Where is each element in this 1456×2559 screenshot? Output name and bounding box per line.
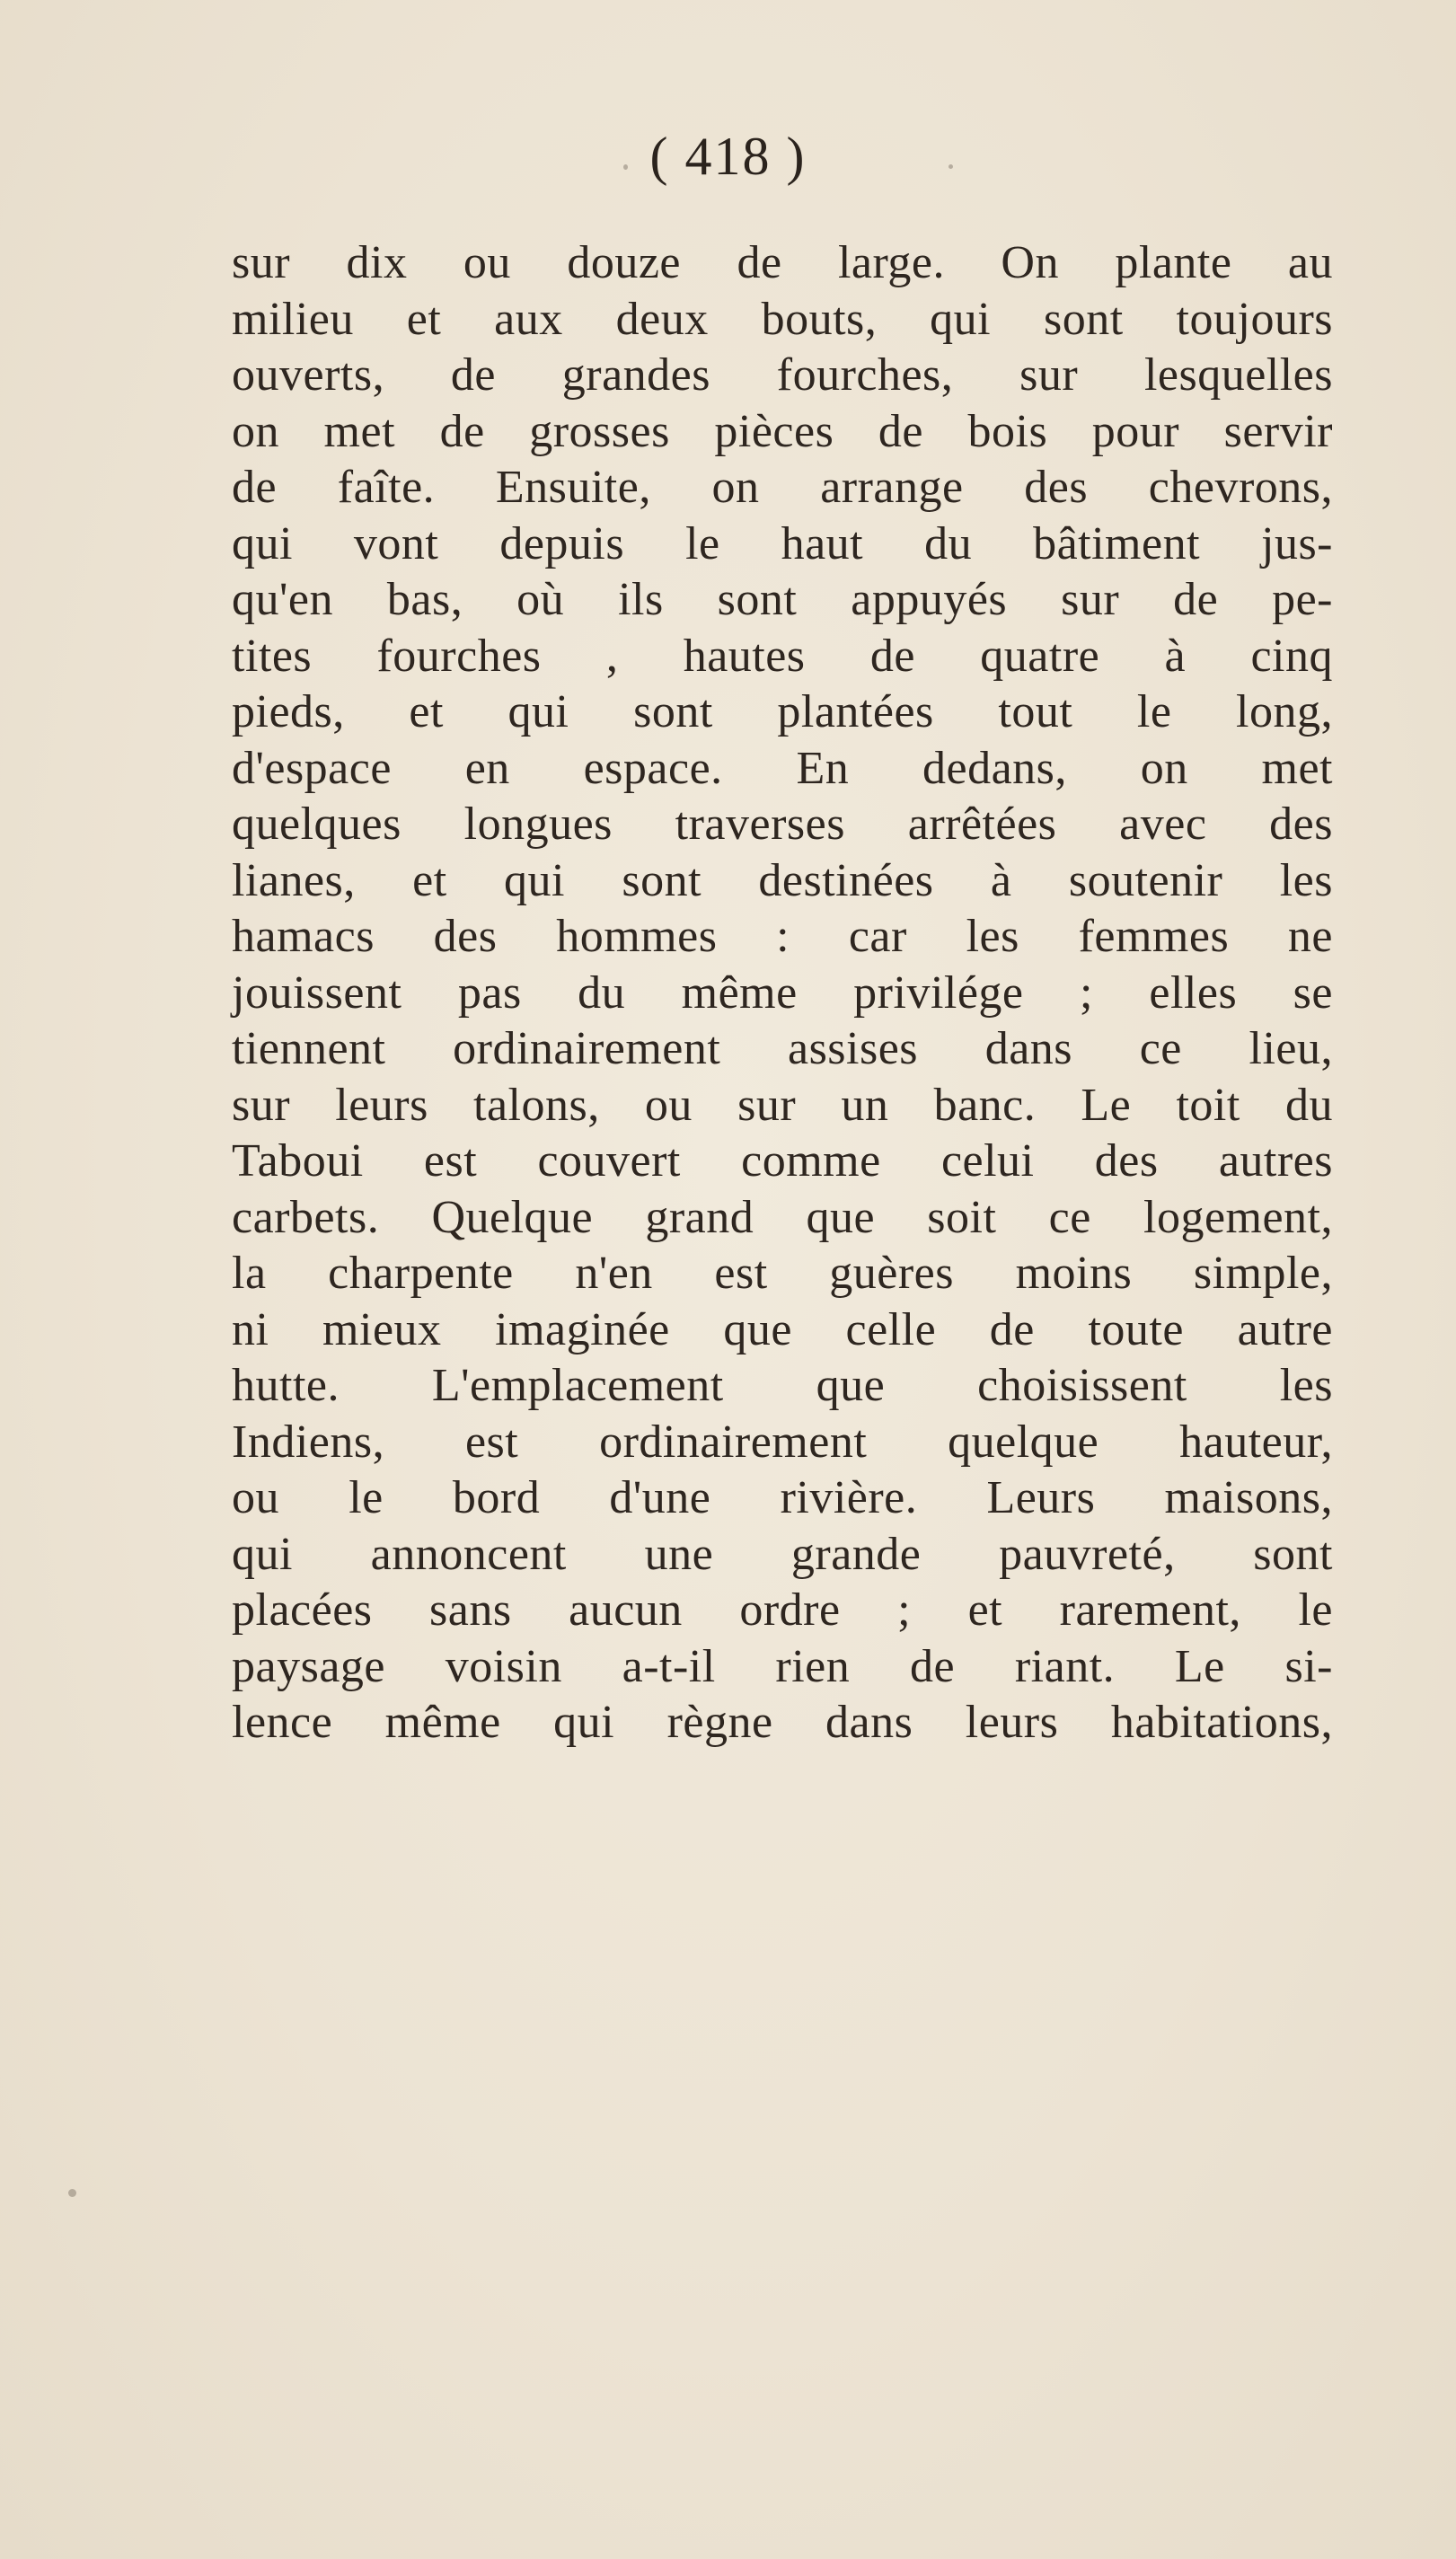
text-line: de faîte. Ensuite, on arrange des chevrons, — [232, 462, 1333, 513]
text-line: on met de grosses pièces de bois pour servir — [232, 405, 1333, 457]
text-line: Indiens, est ordinairement quelque hauteur, — [232, 1416, 1333, 1468]
text-line: la charpente n'en est guères moins simple, — [232, 1248, 1333, 1299]
text-line: ouverts, de grandes fourches, sur lesquelles — [232, 349, 1333, 401]
text-line: lianes, et qui sont destinées à soutenir les — [232, 854, 1333, 906]
text-line: hutte. L'emplacement que choisissent les — [232, 1360, 1333, 1411]
text-line: lence même qui règne dans leurs habitations, — [232, 1697, 1333, 1748]
text-line: ou le bord d'une rivière. Leurs maisons, — [232, 1472, 1333, 1523]
text-line: qu'en bas, où ils sont appuyés sur de pe- — [232, 574, 1333, 625]
page-number: ( 418 ) — [649, 127, 807, 186]
text-line: paysage voisin a-t-il rien de riant. Le si- — [232, 1640, 1333, 1692]
text-line: jouissent pas du même privilége ; elles se — [232, 966, 1333, 1019]
text-line: pieds, et qui sont plantées tout le long, — [232, 686, 1333, 737]
ink-speck — [68, 2189, 76, 2197]
text-line: d'espace en espace. En dedans, on met — [232, 742, 1333, 794]
text-line: qui vont depuis le haut du bâtiment jus- — [232, 517, 1333, 569]
text-line: tites fourches , hautes de quatre à cinq — [232, 630, 1333, 682]
text-line: ni mieux imaginée que celle de toute autre — [232, 1303, 1333, 1355]
text-line: hamacs des hommes : car les femmes ne — [232, 911, 1333, 962]
text-line: tiennent ordinairement assises dans ce lieu, — [232, 1023, 1333, 1074]
text-line: sur dix ou douze de large. On plante au — [232, 237, 1333, 288]
body-text — [232, 235, 1333, 1752]
text-line: quelques longues traverses arrêtées avec des — [232, 799, 1333, 850]
text-line: sur leurs talons, ou sur un banc. Le toit du — [232, 1079, 1333, 1131]
text-line: Taboui est couvert comme celui des autres — [232, 1135, 1333, 1187]
text-line: placées sans aucun ordre ; et rarement, le — [232, 1584, 1333, 1636]
text-line: qui annoncent une grande pauvreté, sont — [232, 1528, 1333, 1580]
text-line: milieu et aux deux bouts, qui sont toujours — [232, 293, 1333, 345]
text-line: carbets. Quelque grand que soit ce logement, — [232, 1191, 1333, 1243]
